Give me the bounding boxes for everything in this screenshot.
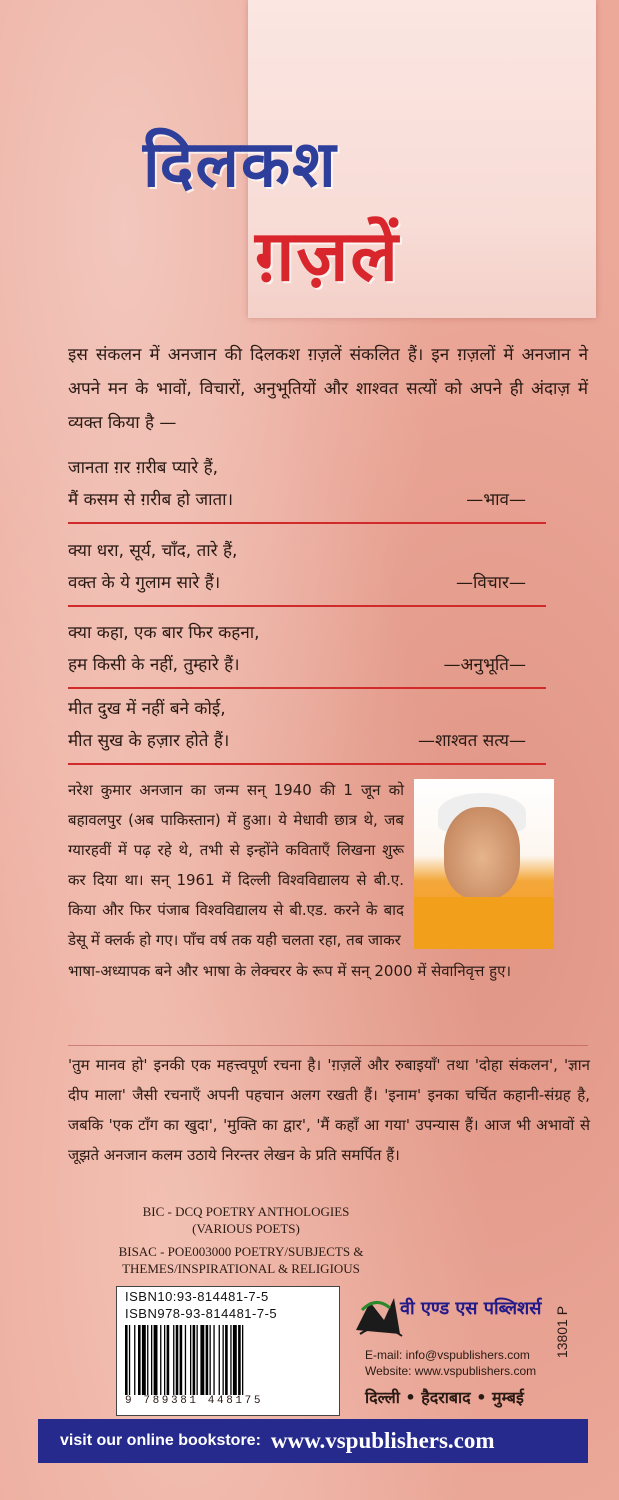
bisac-classification: BISAC - POE003000 POETRY/SUBJECTS & THEMES/INSPIRATIONAL & RELIGIOUS [118, 1244, 364, 1276]
barcode-bar [230, 1325, 231, 1395]
couplet-vichar [68, 535, 548, 599]
barcode-digits: 9 789381 448175 [125, 1395, 264, 1407]
barcode-bar [219, 1325, 220, 1395]
photo-robe [414, 897, 554, 949]
barcode-bar [197, 1325, 198, 1395]
barcode-bar [167, 1325, 170, 1395]
book-title-line1: दिलकश [143, 127, 338, 202]
divider [68, 763, 546, 765]
barcode-panel [116, 1286, 340, 1416]
couplet-tag: —अनुभूति— [443, 655, 526, 675]
barcode-bar [242, 1325, 243, 1395]
barcode-bar [154, 1325, 158, 1395]
couplet-line: मीत दुख में नहीं बने कोई, [68, 699, 226, 719]
barcode-bar [176, 1325, 179, 1395]
couplet-line: मैं कसम से ग़रीब हो जाता। [68, 490, 234, 510]
book-code [554, 1290, 590, 1380]
isbn13: ISBN978-93-814481-7-5 [125, 1306, 278, 1321]
barcode-bar [193, 1325, 196, 1395]
publisher-website: Website: www.vspublishers.com [365, 1364, 537, 1378]
divider [68, 687, 546, 689]
author-photo [414, 779, 554, 949]
barcode-bar [233, 1325, 237, 1395]
barcode-bar [200, 1325, 204, 1395]
footer-url[interactable]: www.vspublishers.com [270, 1428, 495, 1453]
barcode-bar [160, 1325, 161, 1395]
divider [68, 522, 546, 524]
couplet-line: हम किसी के नहीं, तुम्हारे हैं। [68, 655, 240, 675]
isbn10: ISBN10:93-814481-7-5 [125, 1289, 269, 1304]
footer-lead: visit our online bookstore: [60, 1432, 261, 1449]
barcode-bar [185, 1325, 186, 1395]
book-title-line2: ग़ज़लें [255, 214, 400, 297]
author-bio: नरेश कुमार अनजान का जन्म सन् 1940 की 1 जून को बहावलपुर (अब पाकिस्तान) में हुआ। ये मेधावी छात्र थे, जब ग्यारहवीं में पढ़ रहे थे, तभी से इन्होंने कविताएँ लिखना शुरू कर दिया था। सन् 1961 में दिल्ली विश्वविद्यालय से बी.ए. किया और फिर पंजाब विश्वविद्यालय से बी.एड. करने के बाद डेसू में क्लर्क हो गए। पाँच वर्ष तक यही चलता रहा, तब जाकर [68, 781, 404, 949]
couplet-line: जानता ग़र ग़रीब प्यारे हैं, [68, 458, 219, 478]
couplet-line: क्या कहा, एक बार फिर कहना, [68, 623, 260, 643]
couplet-anubhuti [68, 617, 548, 681]
couplet-tag: —विचार— [455, 573, 526, 593]
barcode-bar [151, 1325, 152, 1395]
author-bio-continued: भाषा-अध्यापक बने और भाषा के लेक्चरर के रूप में सन् 2000 में सेवानिवृत्त हुए। [68, 962, 512, 980]
couplet-line: वक्त के ये गुलाम सारे हैं। [68, 573, 221, 593]
photo-face [444, 807, 520, 899]
footer-banner [38, 1419, 588, 1463]
barcode-bar [223, 1325, 224, 1395]
couplet-tag: —शाश्वत सत्य— [417, 731, 526, 751]
divider [68, 1045, 588, 1046]
book-code-text: 13801 P [554, 1305, 571, 1359]
bic-classification: BIC - DCQ POETRY ANTHOLOGIES (VARIOUS POETS) [142, 1204, 350, 1236]
barcode-bar [190, 1325, 191, 1395]
barcode-icon [125, 1325, 331, 1395]
barcode-bar [173, 1325, 174, 1395]
intro-paragraph: इस संकलन में अनजान की दिलकश ग़ज़लें संकलित हैं। इन ग़ज़लों में अनजान ने अपने मन के भावों, विचारों, अनुभूतियों और शाश्वत सत्यों को अपने ही अंदाज़ में व्यक्त किया है — [68, 345, 588, 433]
barcode-bar [142, 1325, 146, 1395]
barcode-bar [164, 1325, 165, 1395]
couplet-tag: —भाव— [466, 490, 526, 510]
barcode-bar [129, 1325, 130, 1395]
publisher-name: वी एण्ड एस पब्लिशर्स [400, 1298, 542, 1319]
divider [68, 605, 546, 607]
couplet-shashwat-satya [68, 693, 548, 757]
barcode-bar [225, 1325, 228, 1395]
barcode-bar [134, 1325, 135, 1395]
author-works: 'तुम मानव हो' इनकी एक महत्त्वपूर्ण रचना है। 'ग़ज़लें और रुबाइयाँ' तथा 'दोहा संकलन', 'ज्ञान दीप माला' जैसी रचनाएँ अपनी पहचान अलग रखती हैं। 'इनाम' इनका चर्चित कहानी-संग्रह है, जबकि 'एक टाँग का खुदा', 'मुक्ति का द्वार', 'मैं कहाँ आ गया' उपन्यास हैं। आज भी अभावों से जूझते अनजान कलम उठाये निरन्तर लेखन के प्रति समर्पित हैं। [68, 1056, 590, 1164]
barcode-bar [180, 1325, 183, 1395]
barcode-bar [210, 1325, 211, 1395]
publisher-email: E-mail: info@vspublishers.com [365, 1348, 530, 1362]
barcode-bar [138, 1325, 141, 1395]
publisher-cities: दिल्ली • हैदराबाद • मुम्बई [365, 1388, 524, 1407]
couplet-line: क्या धरा, सूर्य, चाँद, तारे हैं, [68, 541, 238, 561]
barcode-bar [206, 1325, 209, 1395]
barcode-bar [213, 1325, 214, 1395]
couplet-line: मीत सुख के हज़ार होते हैं। [68, 731, 230, 751]
barcode-bar [125, 1325, 128, 1395]
barcode-bar [238, 1325, 241, 1395]
barcode-bar [147, 1325, 148, 1395]
couplet-bhav [68, 452, 548, 516]
